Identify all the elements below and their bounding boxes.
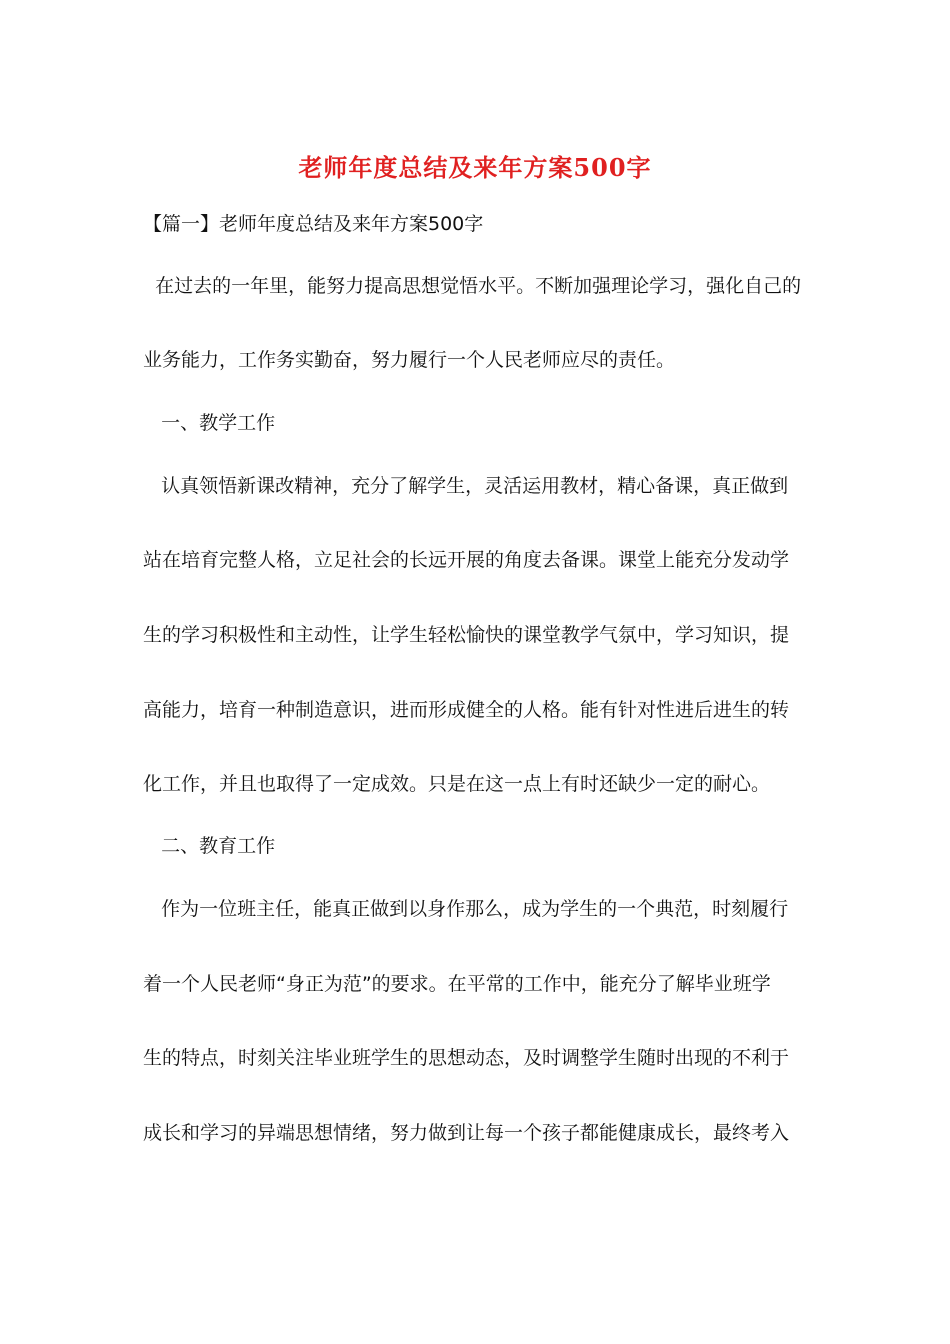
body-line-6: 生的学习积极性和主动性，让学生轻松愉快的课堂教学气氛中，学习知识，提 (143, 624, 790, 646)
body-line-2: 业务能力，工作务实勤奋，努力履行一个人民老师应尽的责任。 (143, 349, 676, 371)
body-line-12: 生的特点，时刻关注毕业班学生的思想动态，及时调整学生随时出现的不利于 (143, 1047, 790, 1069)
body-line-10: 作为一位班主任，能真正做到以身作那么，成为学生的一个典范，时刻履行 (143, 898, 789, 920)
body-line-7: 高能力，培育一种制造意识，进而形成健全的人格。能有针对性进后进生的转 (143, 699, 790, 721)
body-line-13: 成长和学习的异端思想情绪，努力做到让每一个孩子都能健康成长，最终考入 (143, 1122, 790, 1144)
document-title: 老师年度总结及来年方案500字 (298, 153, 652, 182)
body-line-5: 站在培育完整人格，立足社会的长远开展的角度去备课。课堂上能充分发动学 (143, 549, 790, 571)
heading-teaching-work: 一、教学工作 (143, 412, 276, 434)
section-subtitle: 【篇一】老师年度总结及来年方案500字 (143, 213, 484, 235)
body-line-11: 着一个人民老师“身正为范”的要求。在平常的工作中，能充分了解毕业班学 (143, 973, 771, 995)
body-line-4: 认真领悟新课改精神，充分了解学生，灵活运用教材，精心备课，真正做到 (143, 475, 789, 497)
heading-education-work: 二、教育工作 (143, 835, 276, 857)
body-line-1: 在过去的一年里，能努力提高思想觉悟水平。不断加强理论学习，强化自己的 (143, 275, 802, 297)
body-line-8: 化工作，并且也取得了一定成效。只是在这一点上有时还缺少一定的耐心。 (143, 773, 771, 795)
